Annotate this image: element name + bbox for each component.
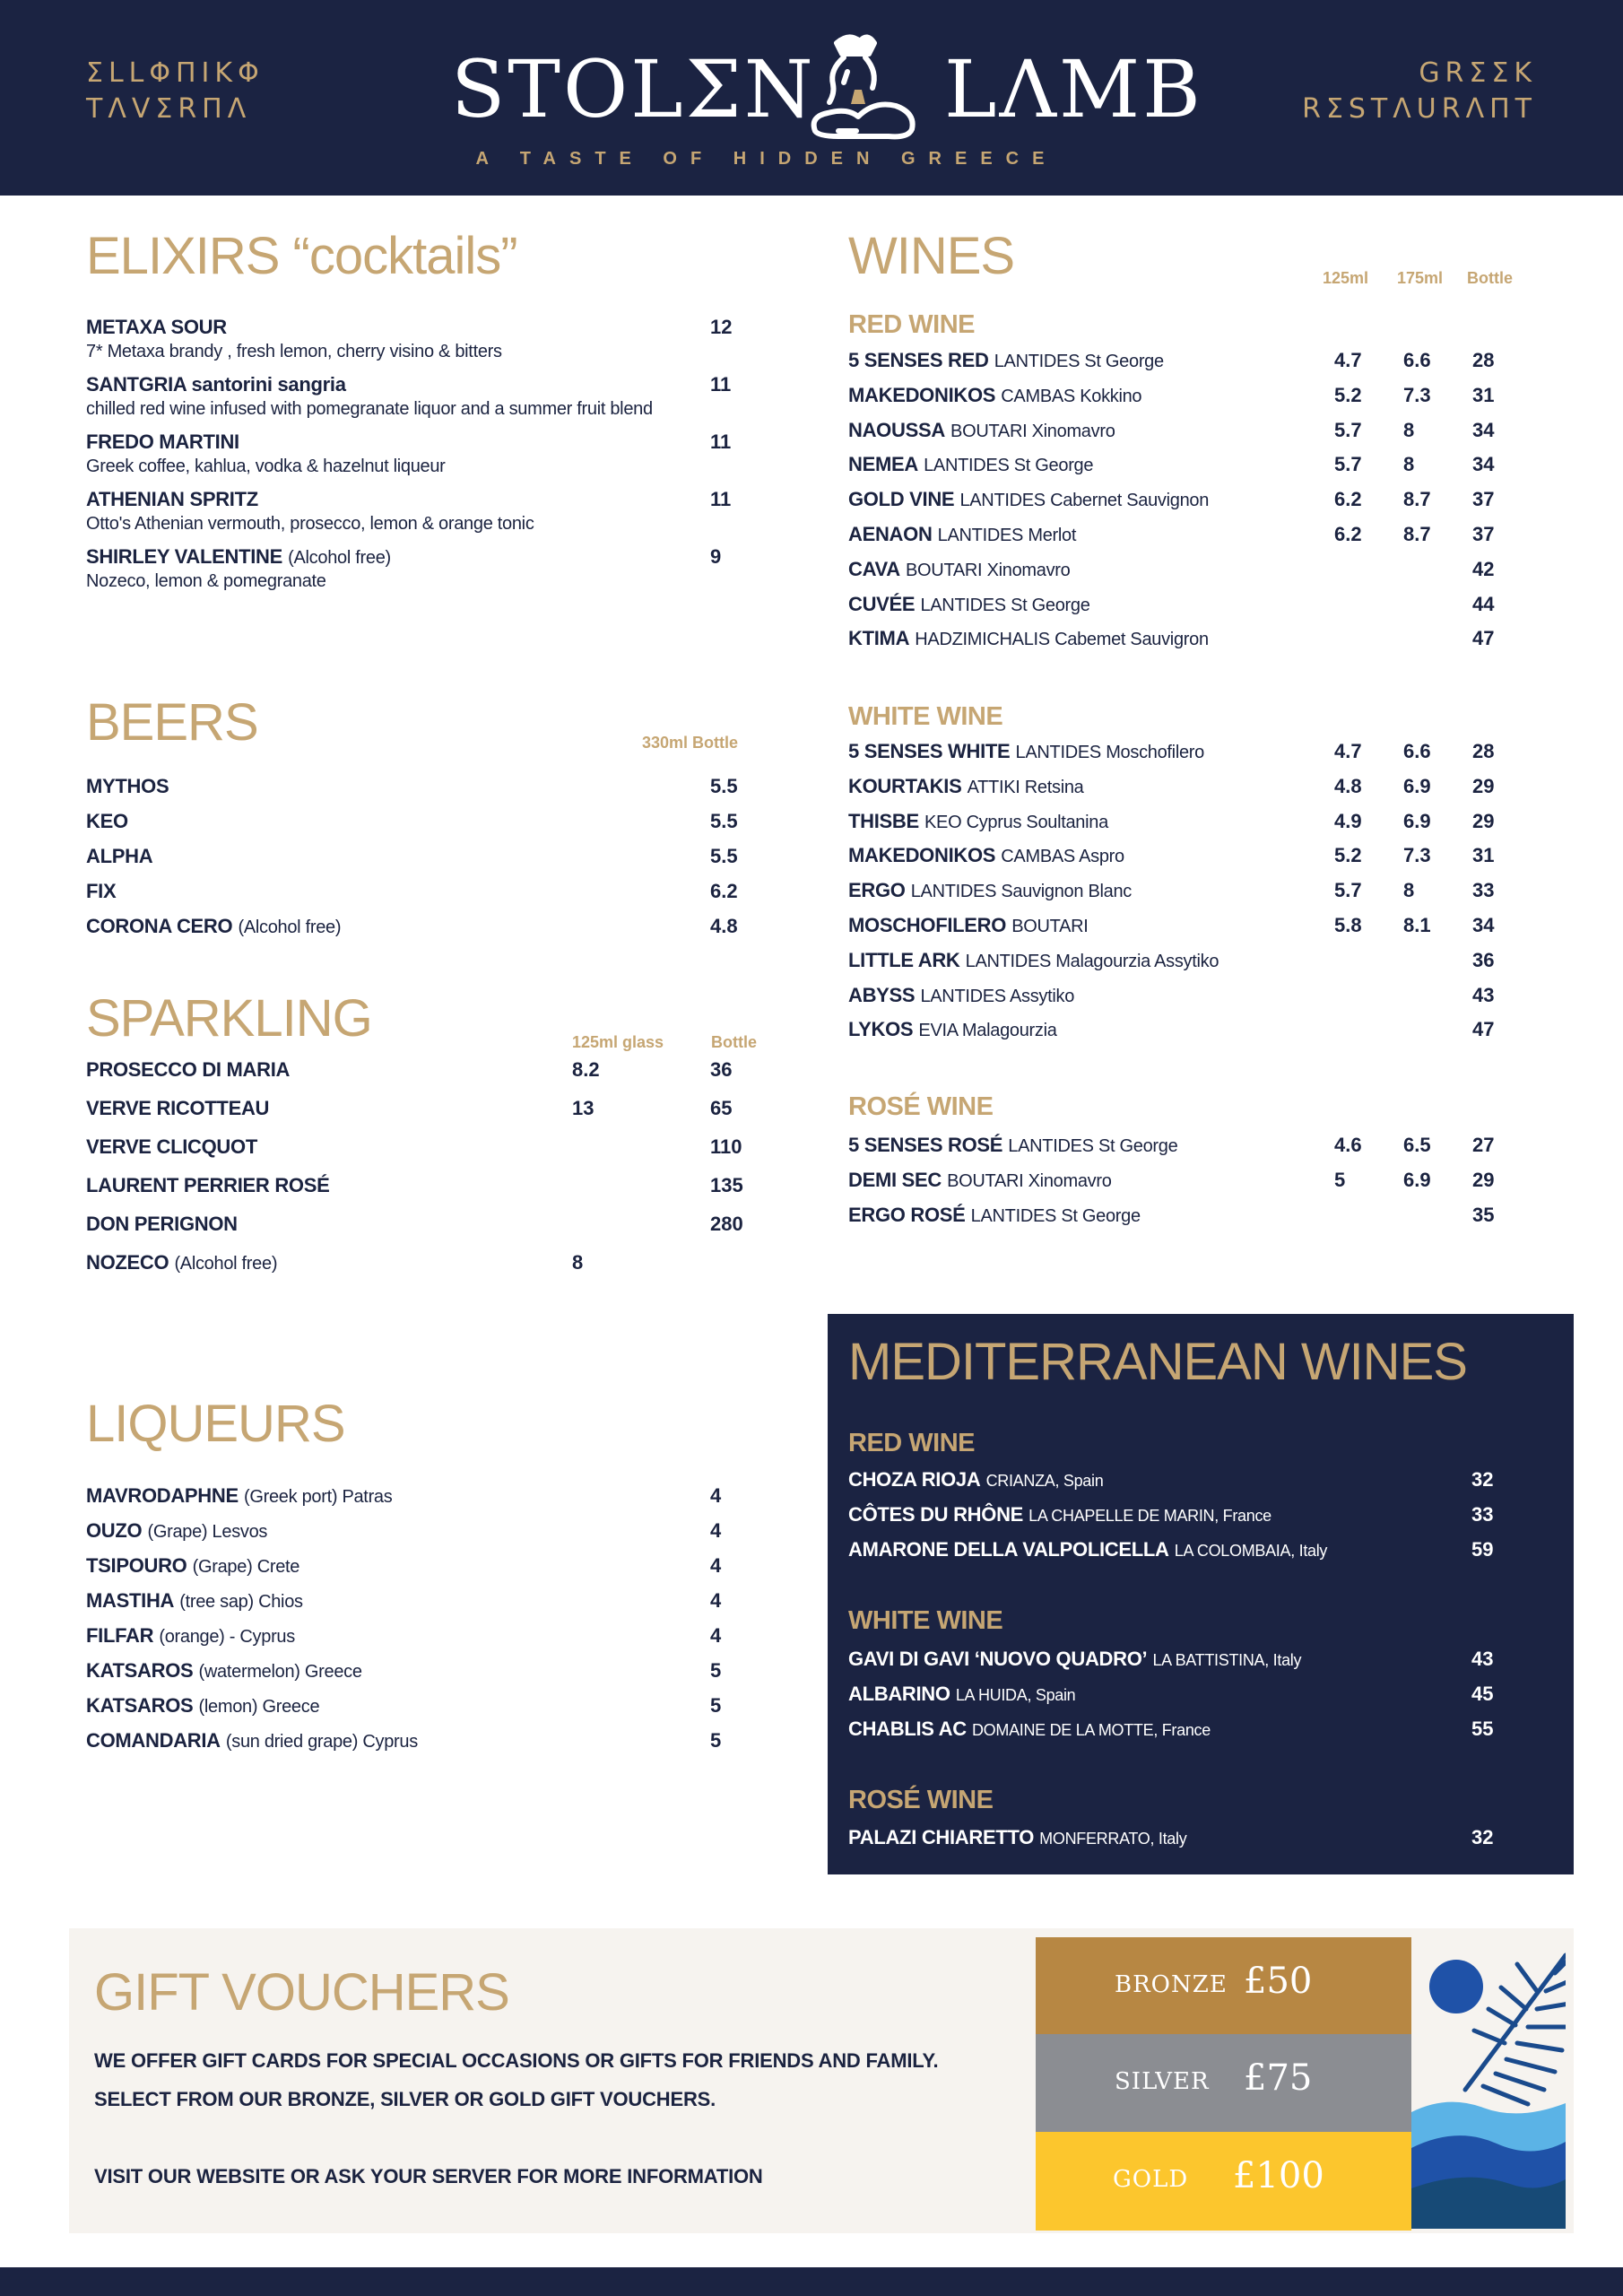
list-item: KATSAROS (watermelon) Greece <box>86 1659 362 1682</box>
glass-175-price: 8 <box>1403 453 1415 476</box>
wine-row: KOURTAKIS ATTIKI Retsina <box>848 774 1084 797</box>
bottle-price: 42 <box>1472 557 1495 580</box>
voucher-tier-name: BRONZE <box>1115 1971 1228 1998</box>
glass-125-price: 4.8 <box>1334 774 1362 797</box>
mediterranean-title: MEDITERRANEAN WINES <box>848 1333 1467 1391</box>
bottle-price: 35 <box>1472 1203 1495 1226</box>
wine-row: 5 SENSES RED LANTIDES St George <box>848 349 1164 371</box>
wine-row: MAKEDONIKOS CAMBAS Aspro <box>848 844 1124 867</box>
bottle-price: 33 <box>1472 879 1495 902</box>
bottle-price: 280 <box>710 1213 743 1235</box>
beers-column-header: 330ml Bottle <box>642 734 739 752</box>
item-price: 11 <box>710 373 732 396</box>
list-item: ALPHA <box>86 845 153 867</box>
bottle-price: 43 <box>1472 983 1495 1006</box>
bottle-price: 27 <box>1472 1134 1495 1156</box>
voucher-tier-name: GOLD <box>1113 2166 1189 2193</box>
liqueurs-title: LIQUEURS <box>86 1395 345 1453</box>
bottle-price: 65 <box>710 1097 733 1119</box>
wine-row: CUVÉE LANTIDES St George <box>848 592 1090 615</box>
glass-125-price: 5.8 <box>1334 914 1362 936</box>
glass-125-price: 4.7 <box>1334 349 1362 371</box>
list-item: COMANDARIA (sun dried grape) Cyprus <box>86 1729 418 1752</box>
list-item: PALAZI CHIARETTO MONFERRATO, Italy <box>848 1826 1187 1848</box>
list-item: FREDO MARTINI <box>86 430 239 453</box>
item-description: Nozeco, lemon & pomegranate <box>86 571 326 591</box>
glass-175-price: 6.6 <box>1403 740 1431 762</box>
wine-row: LITTLE ARK LANTIDES Malagourzia Assytiko <box>848 948 1219 971</box>
list-item: KATSAROS (lemon) Greece <box>86 1694 320 1717</box>
bottle-price: 34 <box>1472 914 1495 936</box>
item-price: 5.5 <box>710 775 738 797</box>
glass-125-price: 5.7 <box>1334 879 1362 902</box>
bottle-price: 28 <box>1472 740 1495 762</box>
rose-wine-subtitle: ROSÉ WINE <box>848 1092 994 1121</box>
wine-row: NAOUSSA BOUTARI Xinomavro <box>848 418 1115 441</box>
item-price: 6.2 <box>710 880 738 902</box>
glass-125-price: 6.2 <box>1334 488 1362 511</box>
item-price: 43 <box>1471 1648 1494 1670</box>
glass-175-price: 8.7 <box>1403 523 1431 545</box>
item-price: 32 <box>1471 1468 1494 1491</box>
glass-price: 13 <box>572 1097 595 1119</box>
item-description: 7* Metaxa brandy , fresh lemon, cherry visino & bitters <box>86 342 502 361</box>
bottle-price: 36 <box>710 1058 733 1081</box>
header-right-line2: RΣSTΛURΛΠT <box>1302 93 1537 125</box>
bottle-price: 47 <box>1472 1018 1495 1041</box>
header-right-line1: GRΣΣK <box>1419 57 1537 89</box>
brand-name-right: LΛMB <box>944 43 1203 135</box>
vouchers-line3: VISIT OUR WEBSITE OR ASK YOUR SERVER FOR MORE INFORMATION <box>94 2165 763 2187</box>
bottle-price: 34 <box>1472 453 1495 476</box>
list-item: DON PERIGNON <box>86 1213 238 1235</box>
wines-bottle-header: Bottle <box>1467 269 1513 287</box>
glass-125-price: 5.7 <box>1334 418 1362 441</box>
list-item: VERVE CLICQUOT <box>86 1135 257 1158</box>
wine-row: GOLD VINE LANTIDES Cabernet Sauvignon <box>848 488 1210 511</box>
voucher-tier-price: £50 <box>1244 1961 1313 2002</box>
header-banner <box>0 0 1623 196</box>
bottle-price: 37 <box>1472 523 1495 545</box>
bottle-price: 29 <box>1472 774 1495 797</box>
item-price: 4.8 <box>710 915 738 937</box>
header-left-text <box>86 56 265 127</box>
wine-row: 5 SENSES WHITE LANTIDES Moschofilero <box>848 740 1204 762</box>
lamb-logo-icon <box>803 30 923 142</box>
glass-175-price: 8 <box>1403 418 1415 441</box>
bottle-price: 28 <box>1472 349 1495 371</box>
list-item: OUZO (Grape) Lesvos <box>86 1519 268 1542</box>
glass-175-price: 6.9 <box>1403 809 1431 832</box>
wine-row: 5 SENSES ROSÉ LANTIDES St George <box>848 1134 1178 1156</box>
white-wine-subtitle: WHITE WINE <box>848 702 1003 731</box>
list-item: FIX <box>86 880 117 902</box>
red-wine-subtitle: RED WINE <box>848 310 975 339</box>
voucher-tier-price: £75 <box>1244 2057 1313 2099</box>
med-red-subtitle: RED WINE <box>848 1429 975 1457</box>
list-item: FILFAR (orange) - Cyprus <box>86 1624 295 1647</box>
list-item: CORONA CERO (Alcohol free) <box>86 915 342 937</box>
bottle-price: 135 <box>710 1174 743 1196</box>
item-price: 33 <box>1471 1503 1494 1526</box>
glass-175-price: 6.9 <box>1403 1168 1431 1191</box>
item-price: 59 <box>1471 1538 1494 1561</box>
item-price: 5.5 <box>710 810 738 832</box>
glass-175-price: 7.3 <box>1403 383 1431 406</box>
list-item: CÔTES DU RHÔNE LA CHAPELLE DE MARIN, France <box>848 1503 1271 1526</box>
list-item: GAVI DI GAVI ‘NUOVO QUADRO’ LA BATTISTINA, Italy <box>848 1648 1302 1670</box>
wine-row: MOSCHOFILERO BOUTARI <box>848 914 1089 936</box>
glass-125-price: 4.9 <box>1334 809 1362 832</box>
bottle-price: 34 <box>1472 418 1495 441</box>
list-item: MASTIHA (tree sap) Chios <box>86 1589 303 1612</box>
glass-125-price: 5 <box>1334 1168 1346 1191</box>
bottle-price: 44 <box>1472 592 1495 615</box>
wine-row: MAKEDONIKOS CAMBAS Kokkino <box>848 383 1142 406</box>
beers-title: BEERS <box>86 693 258 752</box>
header-left-line1: ΣLLΦΠΙΚΦ <box>86 57 265 89</box>
sparkling-title: SPARKLING <box>86 989 372 1048</box>
list-item: NOZECO (Alcohol free) <box>86 1251 278 1274</box>
med-white-subtitle: WHITE WINE <box>848 1606 1003 1635</box>
bottle-price: 31 <box>1472 383 1495 406</box>
bottle-price: 29 <box>1472 1168 1495 1191</box>
list-item: ATHENIAN SPRITZ <box>86 488 258 510</box>
voucher-gold <box>1036 2132 1411 2231</box>
glass-125-price: 4.6 <box>1334 1134 1362 1156</box>
sparkling-glass-header: 125ml glass <box>572 1033 664 1051</box>
item-price: 4 <box>710 1589 722 1612</box>
bottle-price: 110 <box>710 1135 742 1158</box>
list-item: MYTHOS <box>86 775 169 797</box>
list-item: METAXA SOUR <box>86 316 227 338</box>
item-price: 5 <box>710 1659 722 1682</box>
glass-175-price: 7.3 <box>1403 844 1431 867</box>
wine-row: DEMI SEC BOUTARI Xinomavro <box>848 1168 1112 1191</box>
item-price: 55 <box>1471 1718 1494 1740</box>
list-item: CHOZA RIOJA CRIANZA, Spain <box>848 1468 1104 1491</box>
footer-bar <box>0 2267 1623 2296</box>
header-left-line2: TΛVΣRΠΛ <box>86 93 252 125</box>
wine-row: ABYSS LANTIDES Assytiko <box>848 983 1075 1006</box>
voucher-tier-name: SILVER <box>1115 2068 1210 2095</box>
voucher-silver <box>1036 2034 1411 2133</box>
mediterranean-wines-panel <box>828 1314 1574 1874</box>
brand-name-left: STOLΣN <box>451 43 816 135</box>
wine-row: ERGO LANTIDES Sauvignon Blanc <box>848 879 1132 902</box>
item-price: 4 <box>710 1554 722 1577</box>
glass-125-price: 5.2 <box>1334 844 1362 867</box>
vouchers-title: GIFT VOUCHERS <box>94 1963 509 2022</box>
glass-175-price: 8 <box>1403 879 1415 902</box>
glass-175-price: 8.7 <box>1403 488 1431 511</box>
wines-175-header: 175ml <box>1397 269 1444 287</box>
glass-175-price: 6.6 <box>1403 349 1431 371</box>
item-description: Otto's Athenian vermouth, prosecco, lemon & orange tonic <box>86 514 534 534</box>
glass-175-price: 6.9 <box>1403 774 1431 797</box>
voucher-tier-price: £100 <box>1233 2155 1324 2196</box>
item-price: 9 <box>710 545 722 568</box>
item-price: 5.5 <box>710 845 738 867</box>
header-right-text <box>1302 56 1537 127</box>
med-rose-subtitle: ROSÉ WINE <box>848 1786 994 1814</box>
wine-row: THISBE KEO Cyprus Soultanina <box>848 809 1108 832</box>
bottle-price: 47 <box>1472 627 1495 650</box>
list-item: LAURENT PERRIER ROSÉ <box>86 1174 330 1196</box>
glass-125-price: 5.7 <box>1334 453 1362 476</box>
glass-125-price: 5.2 <box>1334 383 1362 406</box>
item-price: 4 <box>710 1519 722 1542</box>
list-item: MAVRODAPHNE (Greek port) Patras <box>86 1484 393 1507</box>
item-price: 32 <box>1471 1826 1494 1848</box>
glass-125-price: 6.2 <box>1334 523 1362 545</box>
wine-row: AENAON LANTIDES Merlot <box>848 523 1077 545</box>
item-price: 45 <box>1471 1683 1494 1705</box>
glass-175-price: 8.1 <box>1403 914 1431 936</box>
wine-row: ERGO ROSÉ LANTIDES St George <box>848 1203 1141 1226</box>
greek-sea-illustration <box>1411 1937 1566 2229</box>
item-price: 4 <box>710 1624 722 1647</box>
glass-price: 8.2 <box>572 1058 600 1081</box>
wines-125-header: 125ml <box>1323 269 1369 287</box>
list-item: PROSECCO DI MARIA <box>86 1058 291 1081</box>
vouchers-line2: SELECT FROM OUR BRONZE, SILVER OR GOLD GIFT VOUCHERS. <box>94 2088 716 2110</box>
list-item: ALBARINO LA HUIDA, Spain <box>848 1683 1076 1705</box>
list-item: VERVE RICOTTEAU <box>86 1097 270 1119</box>
vouchers-line1: WE OFFER GIFT CARDS FOR SPECIAL OCCASIONS OR GIFTS FOR FRIENDS AND FAMILY. <box>94 2049 939 2072</box>
list-item: TSIPOURO (Grape) Crete <box>86 1554 300 1577</box>
wine-row: CAVA BOUTARI Xinomavro <box>848 557 1071 580</box>
wines-title: WINES <box>848 227 1015 285</box>
item-price: 5 <box>710 1694 722 1717</box>
list-item: AMARONE DELLA VALPOLICELLA LA COLOMBAIA, Italy <box>848 1538 1328 1561</box>
item-description: Greek coffee, kahlua, vodka & hazelnut liqueur <box>86 457 446 476</box>
bottle-price: 31 <box>1472 844 1495 867</box>
bottle-price: 36 <box>1472 948 1495 971</box>
wine-row: KTIMA HADZIMICHALIS Cabemet Sauvigron <box>848 627 1209 650</box>
wine-row: NEMEA LANTIDES St George <box>848 453 1094 476</box>
item-description: chilled red wine infused with pomegranate liquor and a summer fruit blend <box>86 399 653 419</box>
item-price: 5 <box>710 1729 722 1752</box>
tagline: A TASTE OF HIDDEN GREECE <box>475 149 1058 169</box>
glass-125-price: 4.7 <box>1334 740 1362 762</box>
bottle-price: 37 <box>1472 488 1495 511</box>
item-price: 11 <box>710 430 732 453</box>
glass-price: 8 <box>572 1251 584 1274</box>
elixirs-title: ELIXIRS “cocktails” <box>86 227 517 285</box>
item-price: 12 <box>710 316 733 338</box>
glass-175-price: 6.5 <box>1403 1134 1431 1156</box>
item-price: 11 <box>710 488 732 510</box>
wine-row: LYKOS EVIA Malagourzia <box>848 1018 1057 1041</box>
list-item: SHIRLEY VALENTINE (Alcohol free) <box>86 545 391 568</box>
list-item: SANTGRIA santorini sangria <box>86 373 346 396</box>
list-item: CHABLIS AC DOMAINE DE LA MOTTE, France <box>848 1718 1211 1740</box>
list-item: KEO <box>86 810 128 832</box>
bottle-price: 29 <box>1472 809 1495 832</box>
item-price: 4 <box>710 1484 722 1507</box>
sparkling-bottle-header: Bottle <box>711 1033 757 1051</box>
voucher-bronze <box>1036 1937 1411 2036</box>
